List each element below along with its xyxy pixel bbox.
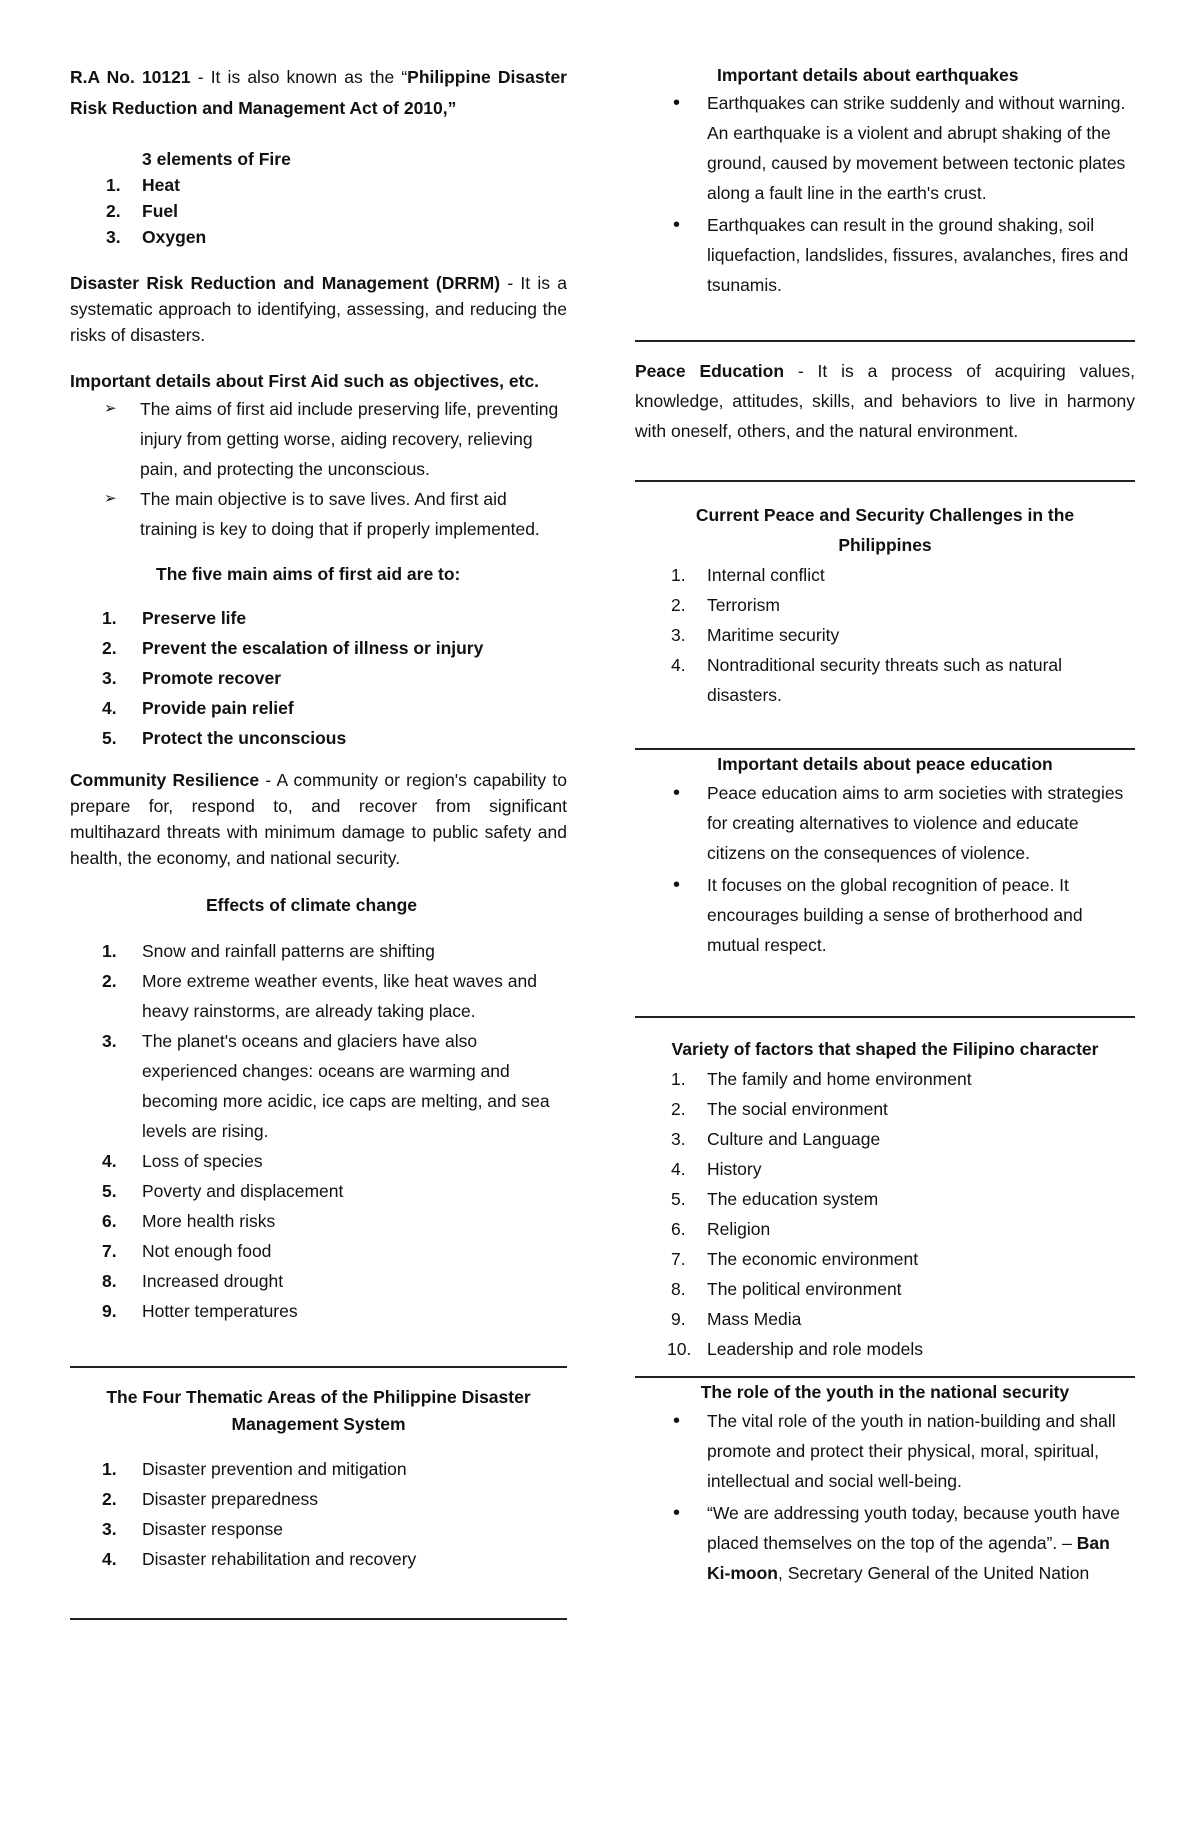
thematic-heading: The Four Thematic Areas of the Philippine Disaster Management System: [106, 1387, 531, 1434]
list-item: 2. More extreme weather events, like heat waves and heavy rainstorms, are already taking place.: [102, 971, 537, 1021]
list-item: 1. Heat: [106, 175, 180, 195]
first-aid-aims-heading: The five main aims of first aid are to:: [156, 564, 461, 584]
list-item: 1. Preserve life: [102, 608, 247, 628]
list-item: 6. More health risks: [102, 1211, 276, 1231]
peace-education-text: - It is a process of acquiring values, knowledge, attitudes, skills, and behaviors to live in harmony with oneself, others, and the natural environment.: [635, 361, 1135, 441]
earthquakes-bullets: [635, 88, 1135, 300]
youth-quote-speaker-title: , Secretary General of the United Nation: [777, 1563, 1090, 1583]
list-item: 3. Maritime security: [671, 625, 840, 645]
arrow-bullet-icon: ➢: [104, 400, 117, 417]
list-item: 5. The education system: [671, 1189, 879, 1209]
list-item: 8. Increased drought: [102, 1271, 284, 1291]
section-divider: [70, 1618, 567, 1620]
list-item: 1. Snow and rainfall patterns are shifting: [102, 941, 435, 961]
youth-quote: “We are addressing youth today, because youth have placed themselves on the top of the agenda”. –: [707, 1503, 1120, 1553]
list-item: • It focuses on the global recognition of peace. It encourages building a sense of brotherhood and mutual respect.: [635, 870, 1135, 960]
list-item: • Earthquakes can result in the ground shaking, soil liquefaction, landslides, fissures, avalanches, fires and tsunamis.: [635, 210, 1135, 300]
list-item: 6. Religion: [671, 1219, 771, 1239]
climate-heading: Effects of climate change: [206, 895, 418, 915]
youth-heading: The role of the youth in the national security: [700, 1382, 1070, 1402]
community-resilience-text: - A community or region's capability to prepare for, respond to, and recover from significant multihazard threats with minimum damage to public safety and health, the economy, and national security.: [70, 770, 567, 868]
list-item: 2. Terrorism: [671, 595, 780, 615]
ra-number: R.A No. 10121: [70, 67, 191, 87]
ra-title: Philippine Disaster Risk Reduction and Management Act of 2010,”: [70, 67, 567, 118]
challenges-heading: Current Peace and Security Challenges in the Philippines: [695, 505, 1075, 555]
list-item: 4. Provide pain relief: [102, 698, 294, 718]
left-column: [70, 62, 567, 1620]
fire-list: [70, 172, 567, 250]
list-item: 2. Fuel: [106, 201, 178, 221]
filipino-character-list: [635, 1064, 1135, 1364]
list-item: • Peace education aims to arm societies with strategies for creating alternatives to violence and educate citizens on the consequences of violence.: [635, 778, 1135, 868]
drrm-text: - It is a systematic approach to identifying, assessing, and reducing the risks of disasters.: [70, 273, 568, 345]
first-aid-aims-list: [70, 603, 567, 753]
list-item: 5. Protect the unconscious: [102, 728, 347, 748]
filipino-character-heading: Variety of factors that shaped the Filipino character: [671, 1039, 1099, 1059]
first-aid-bullets: [70, 394, 567, 544]
list-item: 9. Mass Media: [671, 1309, 802, 1329]
list-item: 3. Oxygen: [106, 227, 207, 247]
ra-paragraph: [70, 62, 567, 124]
ra-text: - It is also known as the “: [190, 67, 408, 87]
community-resilience-paragraph: [70, 767, 567, 871]
list-item: ➢ The aims of first aid include preserving life, preventing injury from getting worse, aiding recovery, relieving pain, and protecting the unconscious.: [70, 394, 567, 484]
peace-education-paragraph: [635, 356, 1135, 446]
list-item: 9. Hotter temperatures: [102, 1301, 298, 1321]
drrm-term: Disaster Risk Reduction and Management (DRRM): [70, 273, 501, 293]
list-item: [635, 1498, 1135, 1588]
list-item: 1. Internal conflict: [671, 565, 825, 585]
list-item: 3. Disaster response: [102, 1519, 284, 1539]
peace-details-heading: Important details about peace education: [717, 754, 1053, 774]
climate-list: [70, 936, 567, 1326]
list-item: 7. The economic environment: [671, 1249, 919, 1269]
peace-education-term: Peace Education: [635, 361, 785, 381]
first-aid-heading: Important details about First Aid such as objectives, etc.: [70, 371, 540, 391]
youth-quote-speaker: Ban Ki-moon: [707, 1533, 1110, 1583]
list-item: 2. Prevent the escalation of illness or injury: [102, 638, 484, 658]
list-item: 2. The social environment: [671, 1099, 888, 1119]
arrow-bullet-icon: ➢: [104, 490, 117, 507]
drrm-paragraph: [70, 270, 567, 348]
list-item: 4. Loss of species: [102, 1151, 263, 1171]
list-item: 10. Leadership and role models: [667, 1339, 923, 1359]
right-column: [635, 62, 1135, 1588]
fire-heading: 3 elements of Fire: [142, 149, 291, 169]
list-item: 4. Disaster rehabilitation and recovery: [102, 1549, 417, 1569]
list-item: 2. Disaster preparedness: [102, 1489, 319, 1509]
list-item: • Earthquakes can strike suddenly and without warning. An earthquake is a violent and abrupt shaking of the ground, caused by movement between tectonic plates along a fault line in the earth's crust.: [635, 88, 1135, 208]
earthquakes-heading: Important details about earthquakes: [717, 65, 1019, 85]
list-item: • The vital role of the youth in nation-building and shall promote and protect their physical, moral, spiritual, intellectual and social well-being.: [635, 1406, 1135, 1496]
list-item: 1. The family and home environment: [671, 1069, 972, 1089]
list-item: 7. Not enough food: [102, 1241, 272, 1261]
peace-details-bullets: [635, 778, 1135, 960]
list-item: ➢ The main objective is to save lives. And first aid training is key to doing that if properly implemented.: [70, 484, 567, 544]
list-item: 4. History: [671, 1159, 762, 1179]
list-item: 5. Poverty and displacement: [102, 1181, 344, 1201]
thematic-list: [70, 1454, 567, 1574]
list-item: 1. Disaster prevention and mitigation: [102, 1459, 407, 1479]
list-item: 4. Nontraditional security threats such as natural disasters.: [671, 655, 1063, 705]
challenges-list: [635, 560, 1135, 710]
list-item: 3. Promote recover: [102, 668, 282, 688]
youth-bullets: [635, 1406, 1135, 1588]
list-item: 3. Culture and Language: [671, 1129, 881, 1149]
community-resilience-term: Community Resilience: [70, 770, 260, 790]
list-item: 8. The political environment: [671, 1279, 902, 1299]
list-item: 3. The planet's oceans and glaciers have also experienced changes: oceans are warming and becoming more acidic, ice caps are melting, and sea levels are rising.: [102, 1031, 550, 1141]
